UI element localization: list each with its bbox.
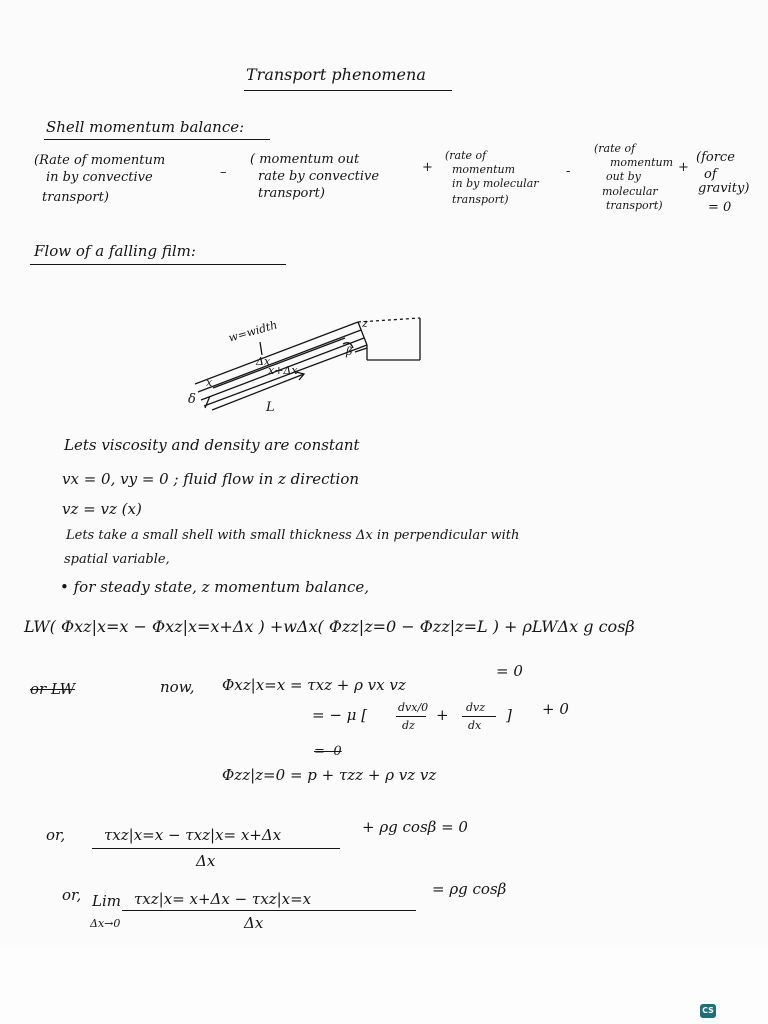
frac2-bar bbox=[462, 716, 496, 717]
term-out-convective-3: transport) bbox=[258, 186, 325, 201]
or2-denominator: Δx bbox=[244, 914, 264, 932]
diagram-label-beta: β bbox=[346, 345, 353, 358]
frac2-denominator: dx bbox=[468, 719, 482, 732]
term-out-molecular-5: transport) bbox=[606, 199, 663, 212]
or1-tail: + ρg cosβ = 0 bbox=[362, 818, 468, 836]
term-in-molecular-4: transport) bbox=[452, 193, 509, 206]
term-rate-in-convective-2: in by convective bbox=[46, 170, 153, 185]
term-in-molecular-2: momentum bbox=[452, 163, 516, 176]
minus-sign-1: – bbox=[220, 165, 227, 180]
frac1-numerator: dvx/0 bbox=[398, 701, 429, 714]
balance-equation: LW( Φxz|x=x − Φxz|x=x+Δx ) +wΔx( Φzz|z=0 − Φzz|z=L ) + ρLWΔx g cosβ bbox=[24, 617, 635, 636]
or-label-2: or, bbox=[62, 886, 82, 904]
plus-sign-2: + bbox=[678, 160, 689, 175]
frac2-numerator: dvz bbox=[466, 701, 486, 714]
term-out-convective-2: rate by convective bbox=[258, 169, 380, 184]
phi-zz-equation: Φzz|z=0 = p + τzz + ρ vz vz bbox=[222, 766, 437, 784]
or2-rhs: = ρg cosβ bbox=[432, 880, 507, 898]
term-out-molecular-4: molecular bbox=[602, 185, 658, 198]
assumption-line-3: vz = vz (x) bbox=[62, 500, 142, 518]
term-in-molecular-3: in by molecular bbox=[452, 177, 539, 190]
flux-definition: Φxz|x=x = τxz + ρ vx vz bbox=[222, 676, 406, 694]
viscous-prefix: = − μ [ bbox=[312, 706, 368, 724]
diagram-label-x-dx: x+Δx bbox=[268, 364, 298, 377]
or-label-1: or, bbox=[46, 826, 66, 844]
struck-line: = -0 bbox=[314, 744, 342, 759]
term-gravity-1: (force bbox=[696, 150, 735, 165]
term-out-molecular-1: (rate of bbox=[594, 142, 636, 155]
plus-sign-1: + bbox=[422, 160, 433, 175]
frac1-denominator: dz bbox=[402, 719, 415, 732]
term-rate-in-convective-3: transport) bbox=[42, 190, 109, 205]
assumption-line-1: Lets viscosity and density are constant bbox=[64, 436, 360, 454]
viscous-tail: + 0 bbox=[542, 700, 569, 718]
or2-fraction-bar bbox=[122, 910, 416, 911]
now-label: now, bbox=[160, 678, 195, 696]
or1-denominator: Δx bbox=[196, 852, 216, 870]
equals-zero-1: = 0 bbox=[708, 200, 732, 215]
diagram-label-delta-x: Δx bbox=[256, 355, 271, 368]
term-gravity-2: of bbox=[704, 167, 717, 182]
diagram-label-delta: δ bbox=[188, 392, 196, 407]
frac1-bar bbox=[396, 716, 426, 717]
section-heading-shell-balance: Shell momentum balance: bbox=[46, 118, 245, 136]
diagram-label-width: w=width bbox=[227, 318, 279, 345]
assumption-line-2: vx = 0, vy = 0 ; fluid flow in z direction bbox=[62, 470, 360, 488]
assumption-line-4: Lets take a small shell with small thickness Δx in perpendicular with bbox=[66, 528, 520, 543]
section-heading-falling-film: Flow of a falling film: bbox=[34, 242, 196, 260]
struck-or-lw: or LW bbox=[30, 680, 76, 698]
term-rate-in-convective-1: (Rate of momentum bbox=[34, 153, 166, 168]
or1-fraction-bar bbox=[92, 848, 340, 849]
lim-label: Lim bbox=[92, 892, 121, 910]
or1-numerator: τxz|x=x − τxz|x= x+Δx bbox=[104, 826, 282, 844]
diagram-label-z: z bbox=[362, 317, 368, 330]
diagram-label-x: x bbox=[206, 376, 213, 389]
term-out-molecular-2: momentum bbox=[610, 156, 674, 169]
term-out-molecular-3: out by bbox=[606, 170, 641, 183]
term-gravity-3: gravity) bbox=[698, 181, 750, 196]
term-out-convective-1: ( momentum out bbox=[250, 152, 360, 167]
minus-sign-2: - bbox=[566, 164, 571, 179]
or2-numerator: τxz|x= x+Δx − τxz|x=x bbox=[134, 890, 312, 908]
balance-equals-zero: = 0 bbox=[496, 662, 523, 680]
diagram-label-L: L bbox=[266, 400, 275, 415]
camscanner-badge: CS bbox=[700, 1004, 716, 1018]
assumption-line-5: spatial variable, bbox=[64, 552, 170, 567]
assumption-line-6: • for steady state, z momentum balance, bbox=[60, 578, 369, 596]
viscous-close: ] bbox=[506, 706, 512, 724]
viscous-plus: + bbox=[436, 706, 449, 724]
term-in-molecular-1: (rate of bbox=[445, 149, 487, 162]
lim-subscript: Δx→0 bbox=[90, 917, 121, 930]
page-title: Transport phenomena bbox=[246, 65, 426, 84]
